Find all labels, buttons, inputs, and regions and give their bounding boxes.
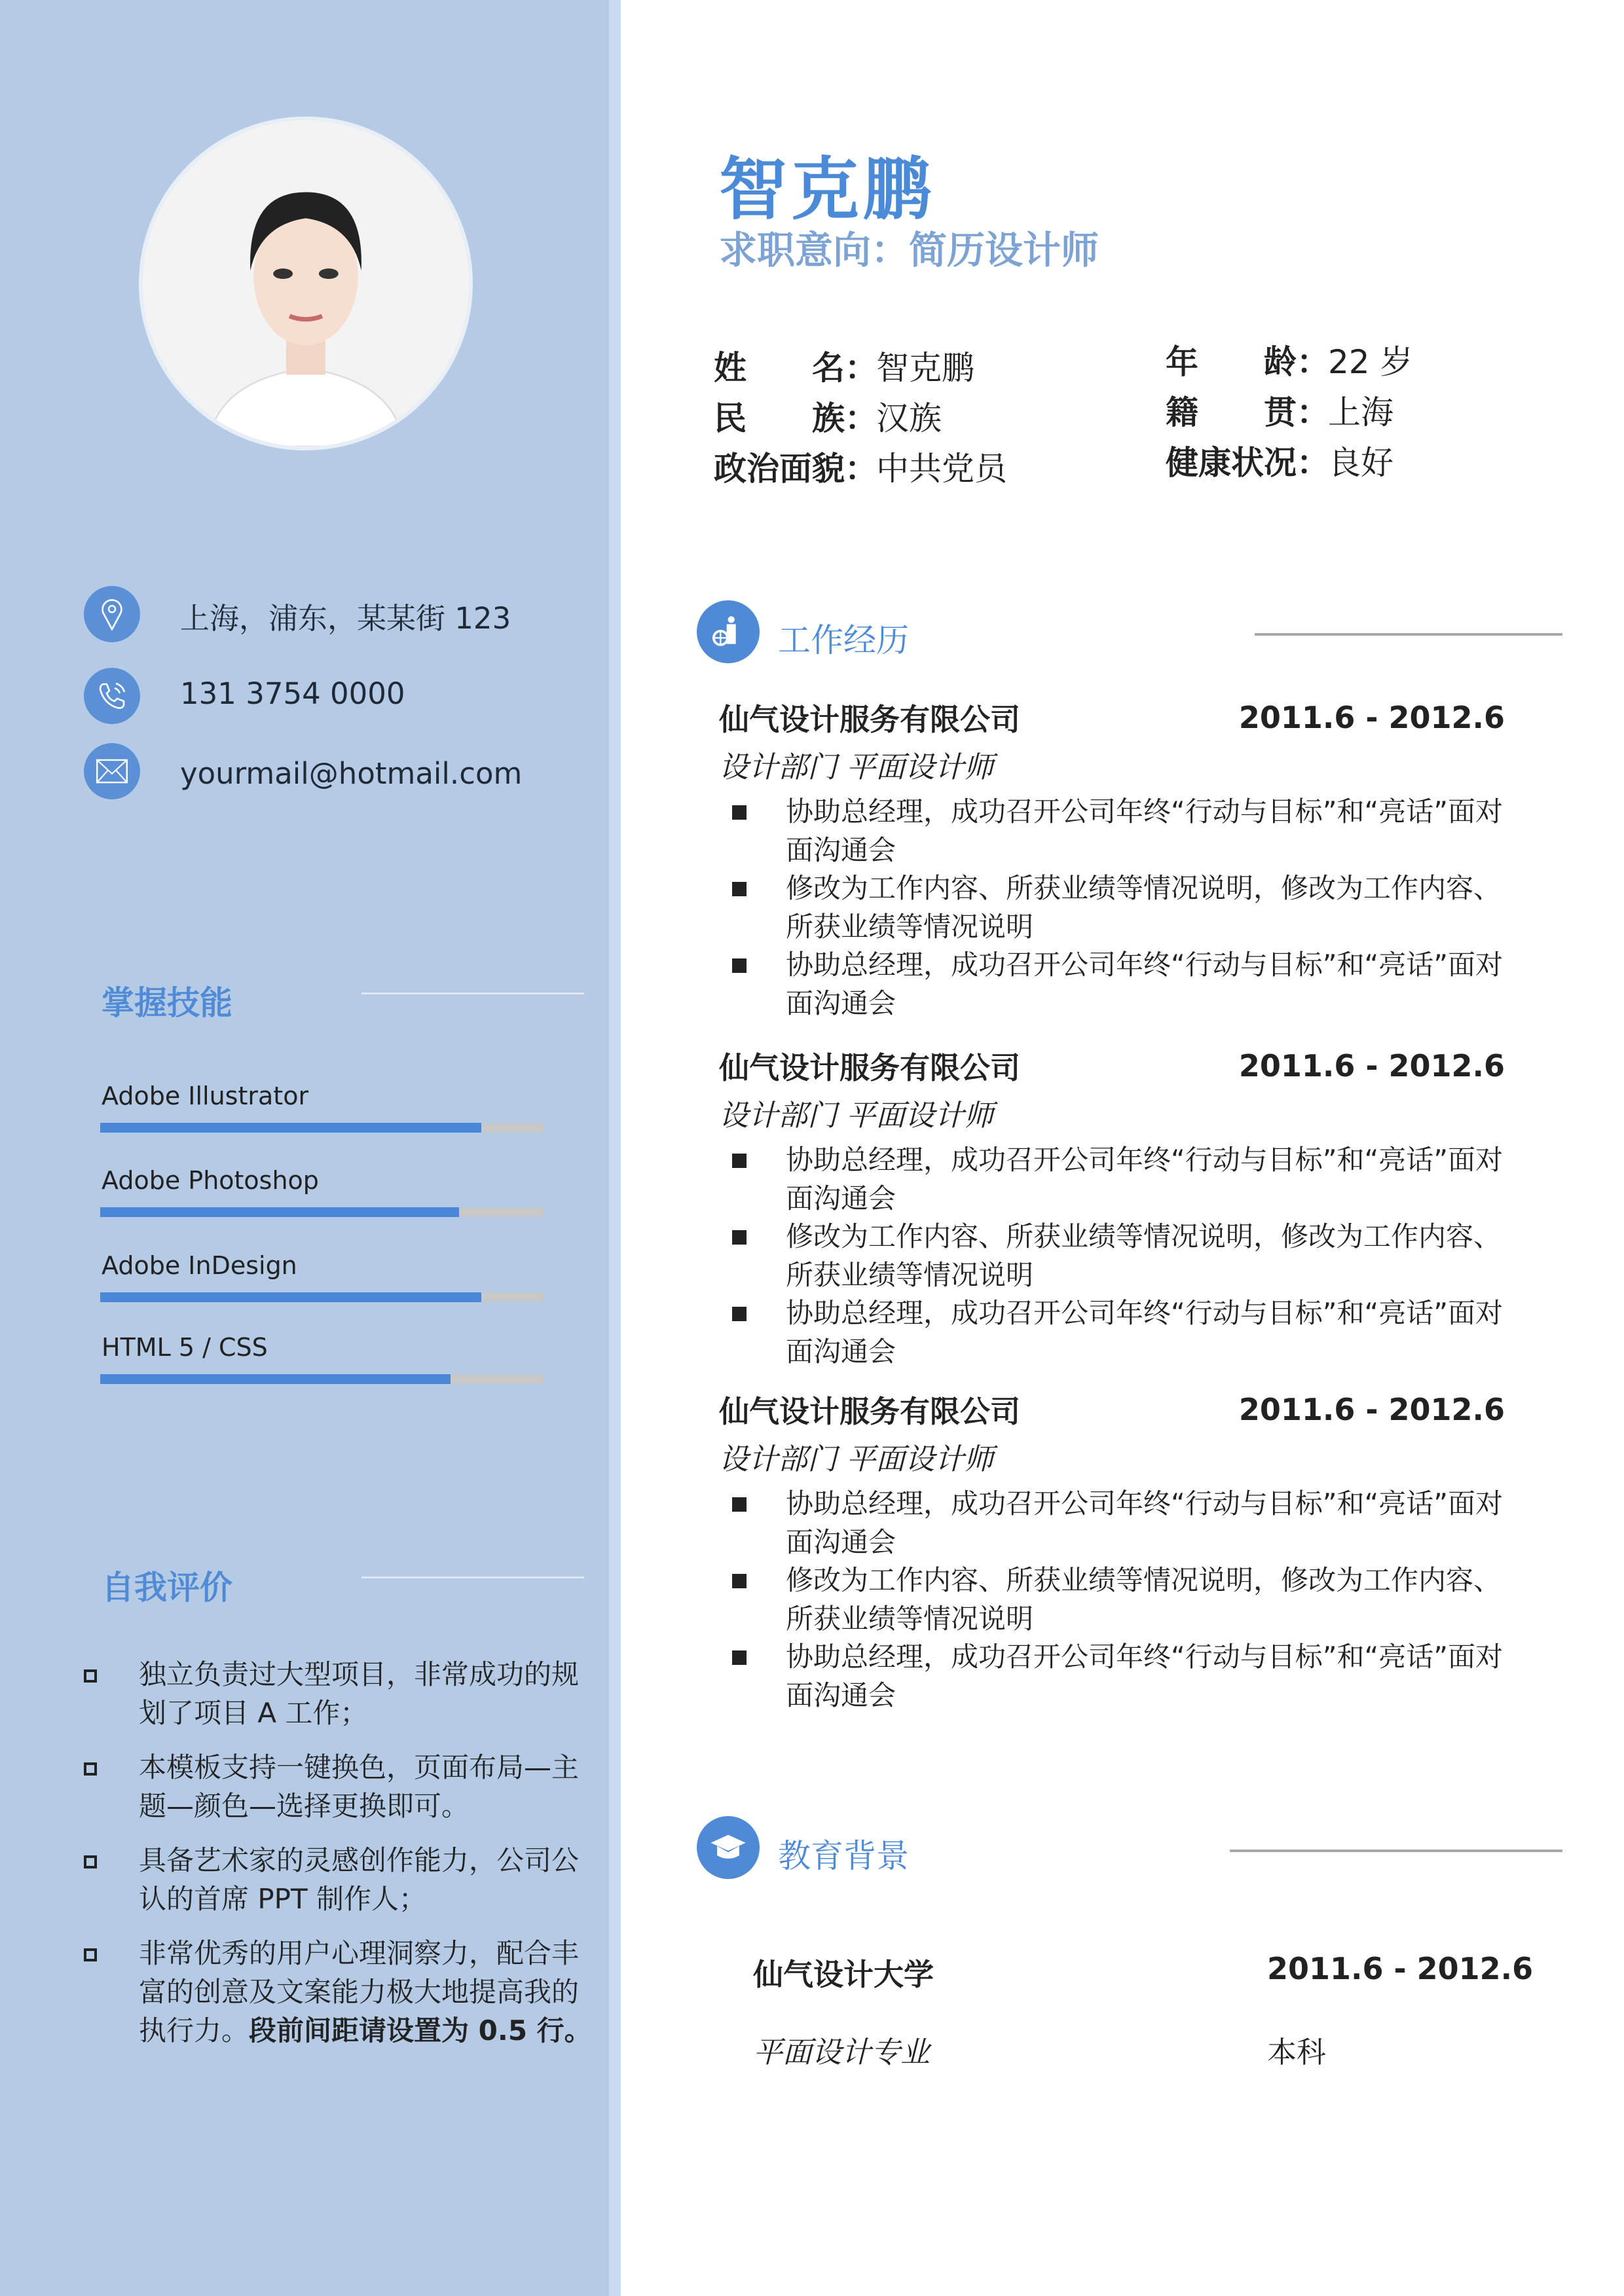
email-text: yourmail@hotmail.com [180,756,523,791]
bullet-text: 修改为工作内容、所获业绩等情况说明，修改为工作内容、所获业绩等情况说明 [786,872,1502,943]
evaluation-item [84,1934,595,2050]
company-name: 仙气设计服务有限公司 [719,1394,1020,1429]
info-name [714,342,974,389]
bullet-text: 协助总经理，成功召开公司年终“行动与目标”和“亮话”面对面沟通会 [786,1487,1504,1558]
info-value: 22 岁 [1328,343,1413,381]
skill-bar [100,1374,544,1384]
info-politics [714,443,1007,490]
job-date: 2011.6 - 2012.6 [1238,1392,1505,1427]
info-label: 籍 贯： [1166,393,1329,431]
skill-name: Adobe Photoshop [101,1166,319,1195]
job-bullet [719,1484,1518,1561]
bullet-text: 协助总经理，成功召开公司年终“行动与目标”和“亮话”面对面沟通会 [786,1144,1504,1214]
phone-icon [84,668,140,724]
job-entry [719,1385,1505,1714]
bullet-icon [732,1307,747,1321]
evaluation-text: 独立负责过大型项目，非常成功的规划了项目 A 工作； [139,1658,580,1729]
bullet-icon [84,1948,97,1961]
evaluation-text: 具备艺术家的灵感创作能力，公司公认的首席 PPT 制作人； [139,1844,580,1915]
bullet-icon [732,1574,747,1588]
bullet-icon [732,805,747,820]
info-value: 智克鹏 [876,349,974,387]
skill-bar [100,1207,544,1217]
job-bullet [719,1637,1518,1715]
skill-bar-fill [100,1374,451,1384]
info-value: 汉族 [876,399,942,437]
bullet-icon [732,1230,747,1245]
education-heading: 教育背景 [778,1837,909,1875]
skill-bar [100,1292,544,1302]
major: 平面设计专业 [753,2035,931,2069]
info-label: 健康状况： [1166,444,1329,482]
skill-name: HTML 5 / CSS [101,1333,268,1362]
company-name: 仙气设计服务有限公司 [719,1050,1020,1085]
evaluation-list [84,1655,595,2066]
evaluation-item [84,1841,595,1918]
bullet-text: 协助总经理，成功召开公司年终“行动与目标”和“亮话”面对面沟通会 [786,1297,1504,1368]
info-label: 政治面貌： [714,450,877,488]
phone-text: 131 3754 0000 [180,676,405,711]
job-date: 2011.6 - 2012.6 [1238,700,1505,735]
briefcase-icon [697,600,760,663]
bullet-icon [84,1669,97,1683]
info-hometown [1166,386,1393,433]
graduation-cap-icon [697,1816,760,1879]
job-entry [719,1041,1505,1370]
job-bullet [719,792,1518,869]
skill-bar [100,1123,544,1133]
evaluation-item [84,1655,595,1732]
divider [361,1576,584,1578]
company-name: 仙气设计服务有限公司 [719,702,1020,737]
skill-bar-fill [100,1292,481,1302]
job-bullet [719,1140,1518,1218]
education-date: 2011.6 - 2012.6 [1267,1951,1534,1986]
skill-name: Adobe InDesign [101,1251,297,1280]
sidebar-edge [609,0,621,2296]
divider [1230,1850,1562,1852]
divider [1255,633,1562,636]
evaluation-text: 非常优秀的用户心理洞察力，配合丰富的创意及文案能力极大地提高我的执行力。 [139,1937,580,2047]
job-bullet [719,869,1518,946]
job-bullet [719,945,1518,1023]
bullet-text: 协助总经理，成功召开公司年终“行动与目标”和“亮话”面对面沟通会 [786,1641,1504,1711]
info-health [1166,437,1393,484]
job-bullet [719,1561,1518,1638]
bullet-text: 协助总经理，成功召开公司年终“行动与目标”和“亮话”面对面沟通会 [786,795,1504,866]
bullet-icon [732,882,747,896]
divider [361,993,584,994]
evaluation-item [84,1748,595,1825]
bullet-text: 协助总经理，成功召开公司年终“行动与目标”和“亮话”面对面沟通会 [786,949,1504,1019]
profile-photo [139,117,473,450]
job-role: 设计部门 平面设计师 [719,1098,994,1133]
degree: 本科 [1267,2035,1327,2069]
bullet-icon [732,1497,747,1512]
job-intent: 求职意向：简历设计师 [719,228,1099,272]
info-age [1166,336,1413,383]
work-heading: 工作经历 [778,621,909,659]
evaluation-heading: 自我评价 [101,1569,232,1607]
job-date: 2011.6 - 2012.6 [1238,1048,1505,1084]
bullet-text: 修改为工作内容、所获业绩等情况说明，修改为工作内容、所获业绩等情况说明 [786,1564,1502,1635]
bullet-icon [732,958,747,973]
bullet-text: 修改为工作内容、所获业绩等情况说明，修改为工作内容、所获业绩等情况说明 [786,1220,1502,1291]
info-label: 年 龄： [1166,343,1329,381]
skill-name: Adobe Illustrator [101,1082,309,1110]
job-entry [719,693,1505,1022]
bullet-icon [732,1154,747,1168]
info-value: 良好 [1328,444,1393,482]
bullet-icon [84,1855,97,1868]
candidate-name: 智克鹏 [719,149,936,229]
job-role: 设计部门 平面设计师 [719,1442,994,1476]
info-value: 上海 [1328,393,1393,431]
evaluation-text: 本模板支持一键换色，页面布局—主题—颜色—选择更换即可。 [139,1751,580,1822]
skills-heading: 掌握技能 [101,984,232,1022]
address-text: 上海，浦东，某某街 123 [180,601,511,636]
skill-bar-fill [100,1123,481,1133]
skill-bar-fill [100,1207,459,1217]
info-label: 姓 名： [714,349,877,387]
email-icon [84,743,140,799]
school-name: 仙气设计大学 [753,1957,934,1992]
bullet-icon [84,1762,97,1776]
evaluation-note: 段前间距请设置为 0.5 行。 [249,2014,592,2047]
job-bullet [719,1217,1518,1294]
info-ethnicity [714,392,942,439]
info-value: 中共党员 [876,450,1007,488]
location-icon [84,586,140,642]
job-bullet [719,1294,1518,1371]
bullet-icon [732,1650,747,1665]
info-label: 民 族： [714,399,877,437]
job-role: 设计部门 平面设计师 [719,750,994,784]
